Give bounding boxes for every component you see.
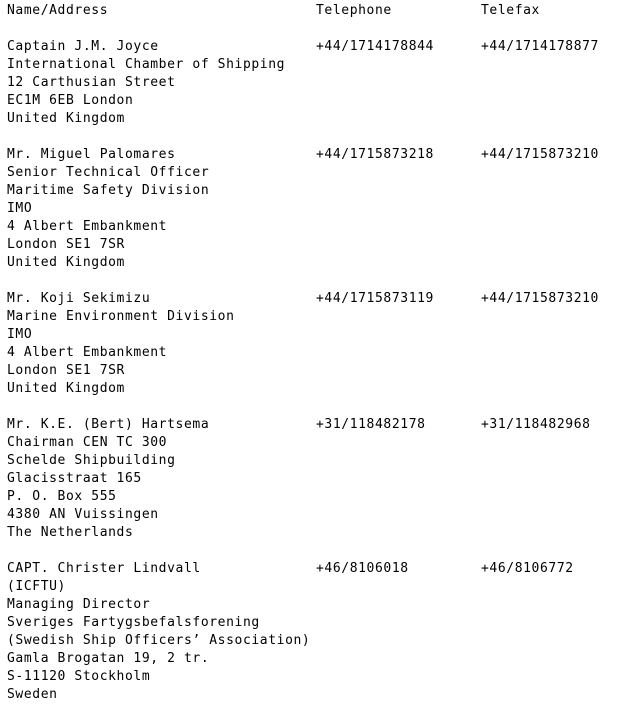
address-line: London SE1 7SR (7, 237, 125, 252)
telephone-cell (316, 416, 481, 434)
name-address-cell (0, 146, 316, 272)
address-line: IMO (7, 327, 33, 342)
address-line: Gamla Brogatan 19, 2 tr. (7, 651, 210, 666)
address-line: 4 Albert Embankment (7, 219, 168, 234)
telephone-number: +31/118482178 (316, 417, 426, 432)
telefax-header-cell (481, 2, 622, 20)
telephone-cell (316, 290, 481, 308)
telefax-cell (481, 38, 622, 56)
address-line: Schelde Shipbuilding (7, 453, 176, 468)
name-address-cell (0, 38, 316, 128)
address-line: Managing Director (7, 597, 151, 612)
address-line: International Chamber of Shipping (7, 57, 286, 72)
address-line: P. O. Box 555 (7, 489, 117, 504)
contact-name: Captain J.M. Joyce (7, 39, 159, 54)
telephone-number: +44/1715873119 (316, 291, 434, 306)
address-line: The Netherlands (7, 525, 134, 540)
telephone-cell (316, 560, 481, 578)
contact-entry (0, 560, 622, 704)
name-address-cell (0, 290, 316, 398)
contact-entry (0, 290, 622, 398)
name-address-cell (0, 416, 316, 542)
telephone-number: +44/1715873218 (316, 147, 434, 162)
address-line: United Kingdom (7, 381, 125, 396)
address-line: Marine Environment Division (7, 309, 235, 324)
address-line: United Kingdom (7, 255, 125, 270)
name-address-header: Name/Address (7, 3, 109, 18)
contact-entry (0, 146, 622, 272)
contact-name: CAPT. Christer Lindvall (7, 561, 201, 576)
contact-name: Mr. Miguel Palomares (7, 147, 176, 162)
address-line: IMO (7, 201, 33, 216)
address-line: Chairman CEN TC 300 (7, 435, 168, 450)
telephone-cell (316, 38, 481, 56)
telefax-cell (481, 146, 622, 164)
telefax-number: +44/1714178877 (481, 39, 599, 54)
address-line: 4 Albert Embankment (7, 345, 168, 360)
name-address-header-cell (0, 2, 316, 20)
telefax-header: Telefax (481, 3, 540, 18)
contact-name: Mr. Koji Sekimizu (7, 291, 151, 306)
telefax-number: +44/1715873210 (481, 291, 599, 306)
address-line: Sweden (7, 687, 58, 702)
address-line: S-11120 Stockholm (7, 669, 151, 684)
telefax-number: +44/1715873210 (481, 147, 599, 162)
telephone-number: +46/8106018 (316, 561, 409, 576)
address-line: 12 Carthusian Street (7, 75, 176, 90)
column-header-row (0, 2, 622, 20)
contact-name: Mr. K.E. (Bert) Hartsema (7, 417, 210, 432)
address-line: Maritime Safety Division (7, 183, 210, 198)
telephone-header-cell (316, 2, 481, 20)
telefax-cell (481, 290, 622, 308)
telephone-number: +44/1714178844 (316, 39, 434, 54)
telefax-cell (481, 416, 622, 434)
name-address-cell (0, 560, 316, 704)
address-line: Senior Technical Officer (7, 165, 210, 180)
address-line: (Swedish Ship Officers’ Association) (7, 633, 311, 648)
telefax-number: +46/8106772 (481, 561, 574, 576)
telephone-cell (316, 146, 481, 164)
address-line: 4380 AN Vuissingen (7, 507, 159, 522)
telefax-cell (481, 560, 622, 578)
telephone-header: Telephone (316, 3, 392, 18)
contact-entry (0, 416, 622, 542)
address-line: United Kingdom (7, 111, 125, 126)
address-line: Glacisstraat 165 (7, 471, 142, 486)
address-line: Sveriges Fartygsbefalsforening (7, 615, 260, 630)
contact-entry (0, 38, 622, 128)
telefax-number: +31/118482968 (481, 417, 591, 432)
address-line: (ICFTU) (7, 579, 66, 594)
address-line: London SE1 7SR (7, 363, 125, 378)
address-line: EC1M 6EB London (7, 93, 134, 108)
